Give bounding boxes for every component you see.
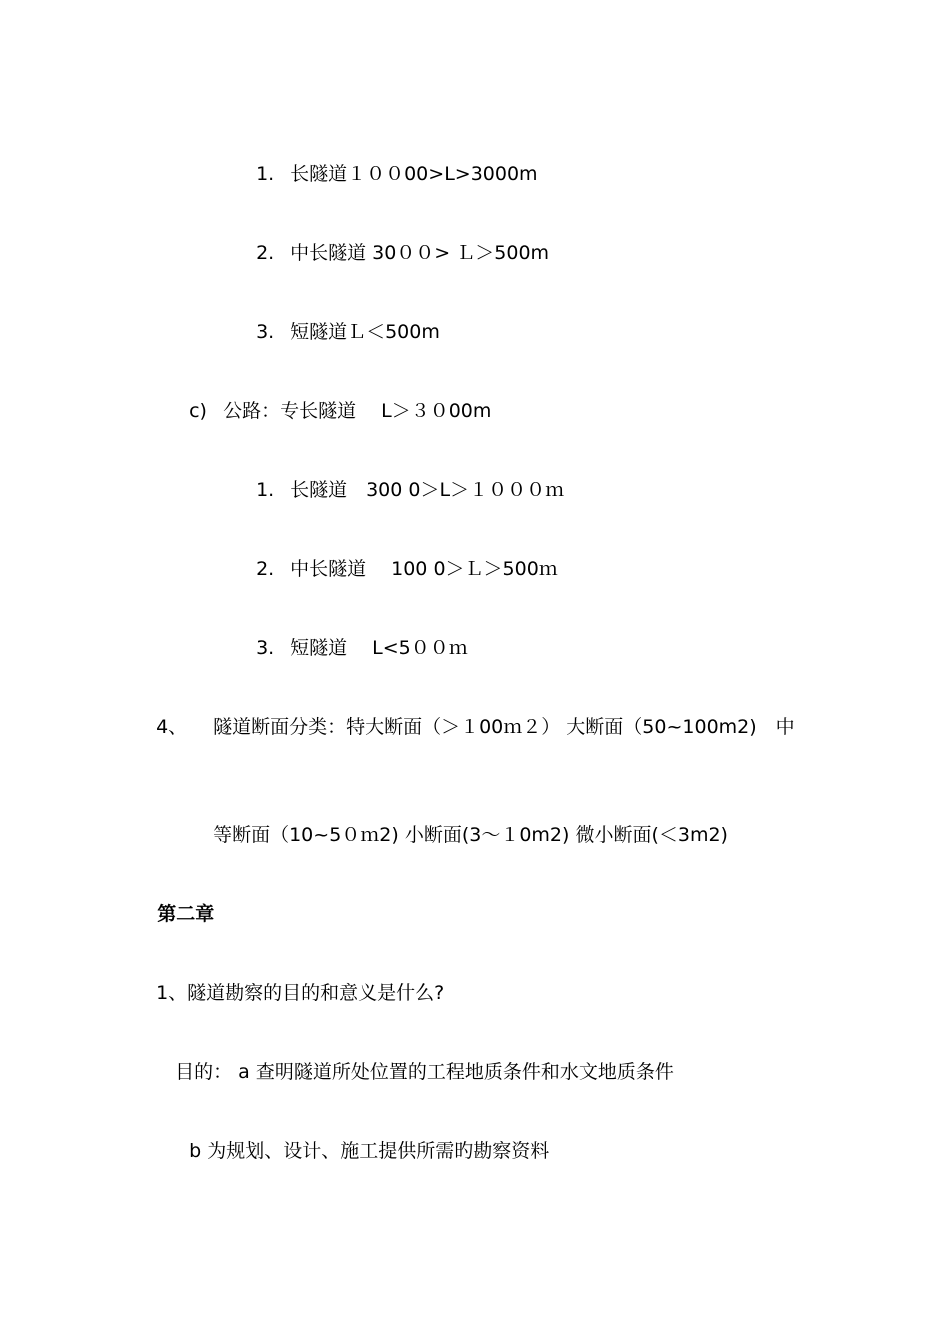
section-text: 公路：专长隧道 L＞３０00m [223,400,492,422]
section-number: 4、 [156,716,188,738]
section-highway [177,375,491,423]
section-continuation [201,799,728,847]
question-1 [144,957,444,1005]
list-item-highway-medium [244,533,558,581]
answer-text: b 为规划、设计、施工提供所需旳勘察资料 [189,1140,550,1162]
list-text: 短隧道Ｌ＜500m [290,321,440,343]
list-number: 1. [256,479,275,501]
list-item-highway-long [244,454,564,502]
section-text: 隧道断面分类：特大断面（＞１00ｍ２） 大断面（50~100m2) 中 [213,716,795,738]
list-number: 1. [256,163,275,185]
chapter-heading [144,878,214,926]
question-text: 1、隧道勘察的目的和意义是什么? [156,982,445,1004]
list-item-short-tunnel [244,296,440,344]
section-label: c) [189,400,207,422]
answer-text: 目的： a 查明隧道所处位置的工程地质条件和水文地质条件 [175,1061,674,1083]
answer-purpose-a [163,1036,674,1084]
list-text: 短隧道 L<5００ｍ [290,637,468,659]
list-text: 中长隧道 30００> Ｌ＞500m [290,242,550,264]
list-text: 长隧道 300 0＞L＞１０００ｍ [290,479,565,501]
list-item-long-tunnel [244,138,538,186]
chapter-title: 第二章 [157,903,215,925]
list-number: 3. [256,637,275,659]
list-number: 2. [256,242,275,264]
list-number: 3. [256,321,275,343]
list-item-highway-short [244,612,468,660]
continuation-text: 等断面（10~5０ｍ2) 小断面(3～１0m2) 微小断面(＜3m2) [213,824,728,846]
list-number: 2. [256,558,275,580]
section-cross-section-classification [144,691,795,739]
list-item-medium-tunnel [244,217,549,265]
list-text: 长隧道１００00>L>3000m [290,163,538,185]
answer-purpose-b [177,1115,549,1163]
list-text: 中长隧道 100 0＞Ｌ＞500ｍ [290,558,558,580]
